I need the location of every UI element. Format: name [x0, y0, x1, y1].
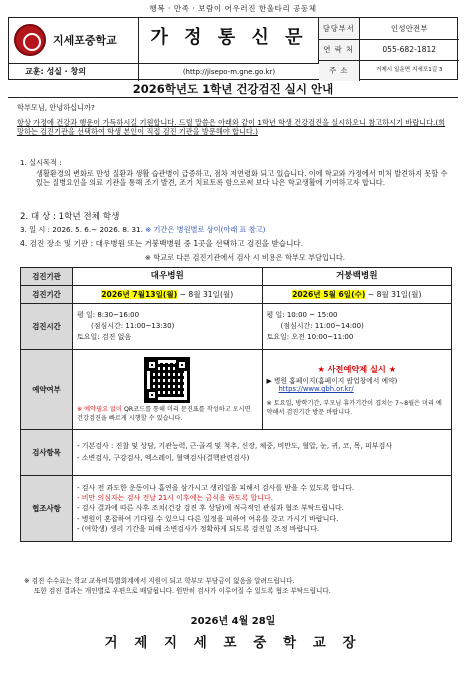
period-highlight: 2026년 7월13일(월) [101, 289, 178, 299]
period-highlight: 2026년 5월 6일(수) [292, 289, 366, 299]
document-title: 2026학년도 1학년 건강검진 실시 안내 [132, 82, 334, 96]
checkup-schedule-table [20, 267, 452, 542]
table-row [21, 268, 452, 286]
row-label: 예약여부 [21, 350, 73, 430]
row-label: 검진기간 [21, 286, 73, 304]
school-name: 지세포중학교 [53, 34, 117, 47]
fee-footnote [24, 577, 450, 596]
school-url[interactable]: (http://jisepo-m.gne.go.kr) [182, 68, 276, 76]
info-value: 거제시 일운면 지세포1길 3 [376, 67, 443, 74]
info-value: 055-682-1812 [359, 39, 459, 60]
reservation-daewoo [73, 350, 263, 430]
reservation-geobung [262, 350, 452, 430]
hospital-geobung-header: 거붕백병원 [262, 268, 452, 286]
info-key: 연 락 처 [319, 39, 359, 60]
list-item: - 검사 전 과도한 운동이나 흡연을 삼가시고 생리일을 피해서 검사를 받을 수 있도록 합니다. [77, 484, 355, 493]
info-row [319, 60, 459, 81]
checkup-table-wrap [20, 267, 452, 542]
hours-weekday: 평 일: 10:00 ~ 15:00 [266, 311, 338, 320]
hospital-daewoo-header: 대우병원 [73, 268, 263, 286]
table-row [21, 430, 452, 476]
contact-info-table [319, 18, 459, 81]
qr-note-text: QR코드를 통해 미리 문진표를 작성하고 오시면 건강검진을 빠르게 시행할 수 있습니다. [77, 406, 251, 422]
pre-reservation-title: ★ 사전예약제 실시 ★ [317, 363, 397, 374]
info-key: 주 소 [319, 60, 359, 81]
qr-code-icon[interactable] [144, 357, 190, 403]
info-row [319, 18, 459, 39]
title-cell [139, 18, 319, 76]
row-label: 검진기관 [21, 268, 73, 286]
reservation-note: ※ 토요일, 방학기간, 부모님 휴가기간이 겹치는 7~8월은 미리 예약해서 검진기간 방문 바랍니다. [266, 399, 442, 416]
period-daewoo [73, 286, 263, 304]
qr-note [77, 406, 258, 423]
row-label: 협조사항 [21, 476, 73, 542]
school-creed: 교훈: 성실 · 창의 [25, 67, 86, 76]
period-end: ~ 8월 31일(월) [177, 289, 234, 299]
test-items [73, 430, 452, 476]
row-label: 검사항목 [21, 430, 73, 476]
section-location: 4. 검진 장소 및 기관 : 대우병원 또는 거붕백병원 중 1곳을 선택하고 검진을 받습니다. [20, 239, 304, 248]
info-row [319, 39, 459, 60]
intro-paragraph: 항상 가정에 건강과 행운이 가득하시길 기원합니다. 드릴 말씀은 아래와 같이 1학년 학생 건강검진을 실시하오니 참고하시기 바랍니다.(희망하는 검진기관을 선택하여 학생 본인이 직접 검진 기관을 방문해야 합니다.) [17, 118, 446, 136]
table-row [21, 350, 452, 430]
footnote-line: 또한 검진 결과는 개인별로 우편으로 배달됩니다. 원만히 검사가 이루어질 수 있도록 협조 부탁드립니다. [34, 586, 331, 595]
hours-saturday: 토요일: 검진 없음 [77, 332, 132, 341]
info-value: 인성안전부 [359, 18, 459, 39]
list-item: - 병원이 혼잡하여 기다릴 수 있으니 다른 일정을 피하여 여유를 갖고 가시기 바랍니다. [77, 514, 339, 523]
newsletter-title: 가 정 통 신 문 [150, 27, 308, 48]
period-end: ~ 8월 31일(월) [365, 289, 422, 299]
hours-lunch: (점심시간: 11:00~13:30) [91, 322, 175, 331]
schedule-note: ※ 기간은 병원별로 상이(아래 표 참고) [145, 225, 266, 234]
schedule-dates: 3. 일 시 : 2026. 5. 6.~ 2026. 8. 31. [20, 225, 143, 234]
hours-weekday: 평 일: 8:30~16:00 [77, 311, 140, 320]
hours-saturday: 토요일: 오전 10:00~11:00 [266, 332, 354, 341]
hours-geobung [262, 304, 452, 350]
hours-daewoo [73, 304, 263, 350]
section-purpose-title: 1. 실시목적 : [20, 158, 62, 167]
hospital-website-link[interactable]: https://www.gbh.or.kr/ [278, 385, 354, 394]
greeting: 학부모님, 안녕하십니까? [17, 103, 95, 112]
period-geobung [262, 286, 452, 304]
logo-cell [9, 18, 139, 64]
table-row [21, 286, 452, 304]
letterhead [8, 17, 458, 80]
list-item: - 소변검사, 구강검사, 엑스레이, 혈액검사(결핵관련검사) [77, 453, 250, 462]
table-row [21, 304, 452, 350]
section-purpose-body: 생활환경의 변화로 만성 질환과 생활 습관병이 급증하고, 점차 저연령화 되고 있습니다. 이에 학교와 가정에서 미처 발견하지 못할 수 있는 질병요인을 의료 기관을 통해 조기 발견, 조기 치료토록 함으로써 보다 나은 학교생활에 기여하고자 합니다. [36, 169, 448, 187]
footnote-line: ※ 검진 수수료는 학교 교육비특별회계에서 지원이 되고 학부모 부담금이 없음을 알려드립니다. [24, 577, 295, 585]
no-reservation-note: ※ 예약필요 없이 [77, 406, 122, 414]
school-emblem-icon [14, 24, 46, 56]
school-motto-banner: 행복 · 만족 · 보람이 어우러진 한울타리 공동체 [149, 4, 317, 13]
list-item: - 기본검사 : 진찰 및 상담, 기관능력, 근·골격 및 척추, 신장, 체중, 비만도, 혈압, 눈, 귀, 코, 목, 피부검사 [77, 442, 393, 451]
motto-cell [9, 64, 139, 81]
title-divider [8, 97, 458, 98]
reservation-method: ▶ 병원 홈페이지(홈페이지 팝업창에서 예약) [266, 376, 398, 385]
table-row [21, 476, 452, 542]
list-item: - (여학생) 생리 기간을 피해 소변검사가 정확하게 되도록 검진일 조정 바랍니다. [77, 524, 320, 533]
cooperation-items [73, 476, 452, 542]
cost-note: ※ 학교로 다른 검진기관에서 검사 시 비용은 학부모 부담입니다. [144, 253, 346, 262]
issue-date: 2026년 4월 28일 [190, 616, 276, 627]
hours-lunch: (점심시간: 11:00~14:00) [280, 322, 364, 331]
list-item: - 비만 의심자는 검사 전날 21시 이후에는 금식을 하도록 합니다. [77, 494, 273, 503]
row-label: 검진시간 [21, 304, 73, 350]
section-target: 2. 대 상 : 1학년 전체 학생 [20, 212, 120, 222]
principal-signature: 거 제 지 세 포 중 학 교 장 [104, 635, 362, 651]
info-key: 담당부서 [319, 18, 359, 39]
section-schedule [20, 225, 450, 234]
list-item: - 검사 결과에 따른 사후 조치(건강 검진 후 상담)에 적극적인 관심과 협조 부탁드립니다. [77, 504, 344, 513]
